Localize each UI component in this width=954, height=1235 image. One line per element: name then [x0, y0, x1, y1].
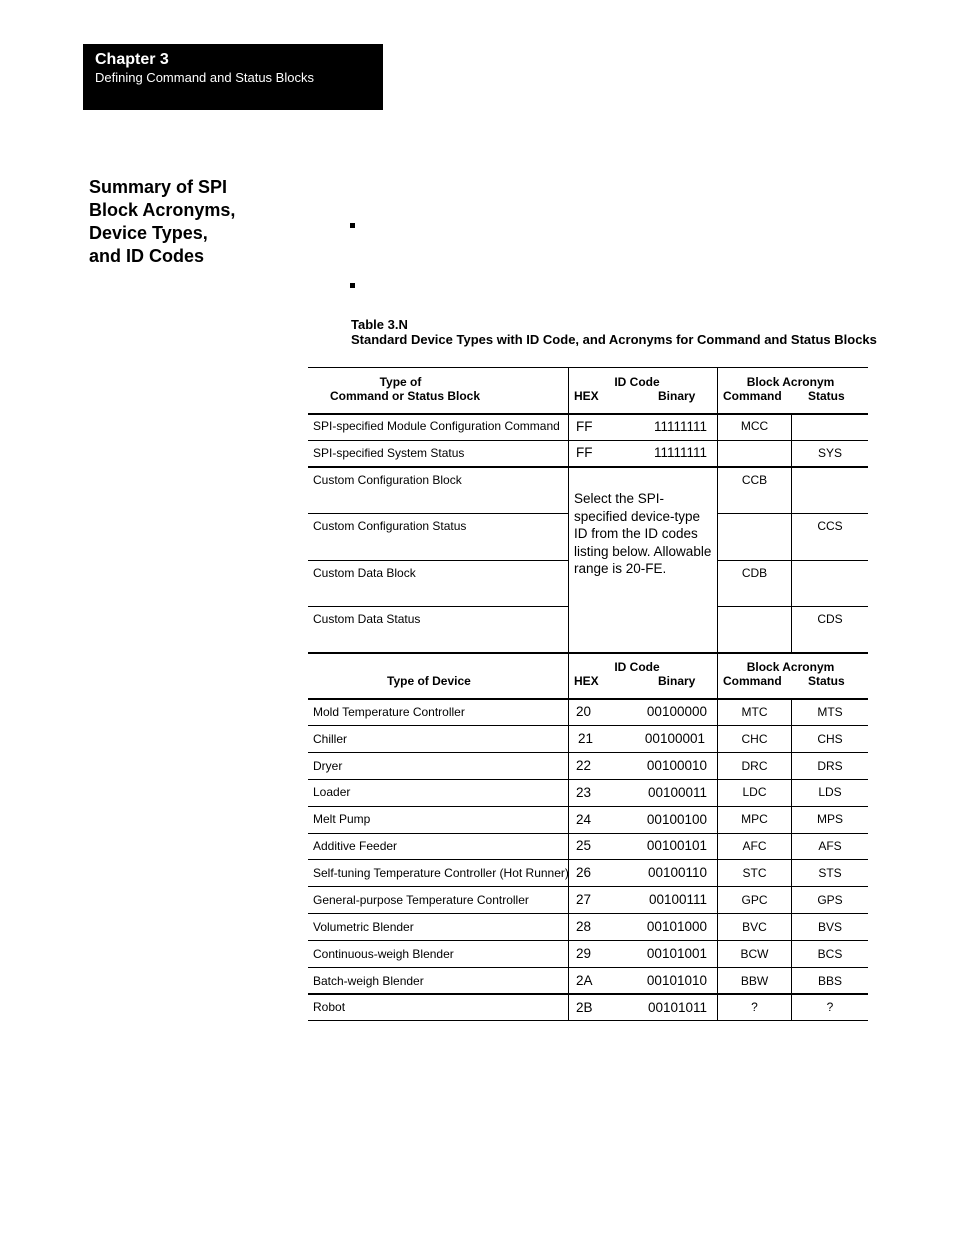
table-cell-type: Dryer	[313, 759, 343, 773]
table-cell-binary: 11111111	[653, 445, 707, 460]
table-cell-binary: 11111111	[653, 419, 707, 434]
table-cell-binary: 00101000	[646, 919, 707, 934]
col-header-block-acronym: Block Acronym	[746, 375, 835, 389]
section-title-line: and ID Codes	[89, 246, 205, 266]
table-cell-status: ?	[826, 1000, 834, 1014]
table-cell-type: Custom Configuration Block	[313, 473, 462, 487]
table-cell-binary: 00101010	[646, 973, 707, 988]
table-cell-type: Continuous-weigh Blender	[313, 947, 454, 961]
table-cell-command: BBW	[740, 974, 769, 988]
section-title-line: Summary of SPI	[89, 177, 228, 197]
table-cell-status: MPS	[816, 812, 843, 826]
table-cell-command: CCB	[741, 473, 768, 487]
table-cell-type: SPI-specified System Status	[313, 446, 465, 460]
table-cell-binary: 00101011	[647, 1000, 707, 1015]
chapter-subtitle: Defining Command and Status Blocks	[95, 70, 314, 85]
table-cell-hex: 24	[576, 812, 592, 827]
table-cell-binary: 00100001	[644, 731, 705, 746]
table-cell-status: STS	[818, 866, 842, 880]
table-cell-hex: FF	[576, 419, 593, 434]
section-title-line: Block Acronyms,	[89, 200, 236, 220]
table-cell-command: ?	[751, 1000, 758, 1014]
table-cell-type: Additive Feeder	[313, 839, 398, 853]
chapter-number: Chapter 3	[95, 51, 169, 68]
col-header-id-code: ID Code	[614, 375, 660, 389]
table-cell-binary: 00100110	[647, 865, 707, 880]
table-cell-command: DRC	[741, 759, 768, 773]
table-cell-binary: 00100111	[648, 892, 707, 907]
table-cell-hex: 25	[576, 838, 592, 853]
col-header-id-code: ID Code	[614, 660, 660, 674]
table-cell-status: MTS	[817, 705, 843, 719]
table-cell-hex: 20	[576, 704, 592, 719]
table-cell-command: BVC	[742, 920, 767, 934]
table-cell-type: General-purpose Temperature Controller	[313, 893, 529, 907]
table-cell-status: BCS	[817, 947, 843, 961]
table-cell-type: Custom Data Block	[313, 566, 416, 580]
table-cell-command: MPC	[741, 812, 768, 826]
col-header-binary: Binary	[658, 389, 696, 403]
table-cell-command: CHC	[741, 732, 768, 746]
table-cell-hex: 23	[576, 785, 592, 800]
chapter-header	[83, 44, 383, 110]
table-cell-type: Robot	[313, 1000, 346, 1014]
table-cell-status: CHS	[817, 732, 843, 746]
table-cell-hex: 27	[576, 892, 592, 907]
table-cell-hex: 29	[576, 946, 592, 961]
bullet-marker	[350, 223, 355, 228]
table-cell-type: Self-tuning Temperature Controller (Hot Runner)	[313, 866, 569, 880]
table-cell-hex: 21	[578, 731, 594, 746]
table-cell-binary: 00101001	[646, 946, 707, 961]
table-cell-status: GPS	[817, 893, 843, 907]
table-cell-hex: 2A	[576, 973, 593, 988]
table-caption	[351, 317, 877, 347]
table-cell-binary: 00100100	[646, 812, 707, 827]
table-cell-type: SPI-specified Module Configuration Command	[313, 419, 560, 433]
table-cell-command: AFC	[742, 839, 767, 853]
table-cell-hex: 26	[576, 865, 592, 880]
table-cell-status: LDS	[818, 785, 842, 799]
col-header-block-acronym: Block Acronym	[746, 660, 835, 674]
table-cell-command: BCW	[740, 947, 769, 961]
col-header-type-line2: Command or Status Block	[330, 389, 481, 403]
section-title	[89, 176, 289, 268]
table-cell-status: BVS	[817, 920, 842, 934]
table-cell-status: BBS	[817, 974, 842, 988]
table-cell-type: Custom Data Status	[313, 612, 421, 626]
table-cell-status: CCS	[817, 519, 843, 533]
table-cell-status: AFS	[818, 839, 842, 853]
col-header-command: Command	[723, 674, 782, 688]
table-cell-status: DRS	[817, 759, 843, 773]
table-cell-command: CDB	[741, 566, 768, 580]
table-cell-type: Custom Configuration Status	[313, 519, 467, 533]
table-cell-hex: 2B	[576, 1000, 593, 1015]
table-cell-hex: 28	[576, 919, 592, 934]
table-cell-binary: 00100010	[646, 758, 707, 773]
col-header-hex: HEX	[574, 389, 599, 403]
table-title: Standard Device Types with ID Code, and Acronyms for Command and Status Blocks	[351, 332, 877, 347]
table-cell-hex: 22	[576, 758, 592, 773]
table-cell-type: Batch-weigh Blender	[313, 974, 424, 988]
col-header-hex: HEX	[574, 674, 599, 688]
table-cell-command: LDC	[742, 785, 767, 799]
table-cell-command: STC	[742, 866, 767, 880]
col-header-binary: Binary	[658, 674, 696, 688]
table-cell-status: CDS	[817, 612, 843, 626]
custom-id-note: Select the SPI-specified device-type ID from the ID codes listing below. Allowable range is 20-FE.	[574, 491, 712, 576]
col-header-status: Status	[808, 389, 845, 403]
bullet-marker	[350, 283, 355, 288]
table-cell-type: Loader	[313, 785, 351, 799]
table-cell-type: Melt Pump	[313, 812, 371, 826]
col-header-status: Status	[808, 674, 845, 688]
table-cell-command: MCC	[740, 419, 769, 433]
table-cell-binary: 00100000	[646, 704, 707, 719]
table-cell-type: Mold Temperature Controller	[313, 705, 465, 719]
col-header-command: Command	[723, 389, 782, 403]
table-cell-command: MTC	[741, 705, 768, 719]
table-cell-command: GPC	[741, 893, 768, 907]
table-cell-binary: 00100101	[646, 838, 707, 853]
table-cell-binary: 00100011	[647, 785, 707, 800]
table-cell-type: Volumetric Blender	[313, 920, 414, 934]
col-header-type-line1: Type of	[379, 375, 422, 389]
table-cell-type: Chiller	[313, 732, 348, 746]
table-cell-status: SYS	[817, 446, 842, 460]
section-title-line: Device Types,	[89, 223, 208, 243]
table-cell-hex: FF	[576, 445, 593, 460]
table-number: Table 3.N	[351, 317, 408, 332]
col-header-device-type: Type of Device	[387, 674, 471, 688]
